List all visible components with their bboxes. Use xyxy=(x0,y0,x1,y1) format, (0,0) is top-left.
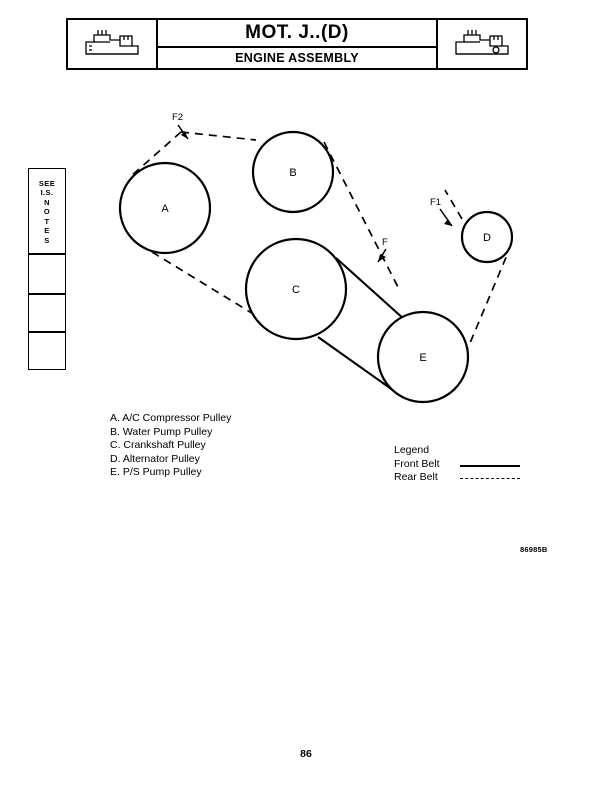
callout-f: F xyxy=(382,237,388,248)
side-tab-line-2: N xyxy=(44,197,50,207)
page-number: 86 xyxy=(300,748,312,760)
list-item: D. Alternator Pulley xyxy=(110,452,200,465)
page-header xyxy=(66,18,528,70)
legend-swatch-solid xyxy=(460,465,520,467)
legend-label-front-belt: Front Belt xyxy=(394,457,440,470)
callout-f1: F1 xyxy=(430,197,442,208)
pulley-label-b: B xyxy=(289,167,297,179)
engine-icon-right xyxy=(436,20,526,68)
side-tab-line-4: T xyxy=(44,216,50,226)
list-item: E. P/S Pump Pulley xyxy=(110,466,202,479)
legend-label-rear-belt: Rear Belt xyxy=(394,471,438,484)
belt-routing-diagram xyxy=(60,95,560,425)
pulley-label-d: D xyxy=(483,232,491,244)
header-center xyxy=(158,20,436,68)
pulley-key-list xyxy=(110,412,231,480)
side-tab-line-6: S xyxy=(44,235,50,245)
pulley-group xyxy=(120,132,512,402)
pulley-label-a: A xyxy=(161,203,169,215)
side-tab-line-0: SEE xyxy=(38,178,56,188)
list-item: C. Crankshaft Pulley xyxy=(110,439,206,452)
legend-title: Legend xyxy=(394,444,430,456)
side-tab-line-5: E xyxy=(44,226,50,236)
list-item: B. Water Pump Pulley xyxy=(110,425,213,438)
engine-icon xyxy=(80,26,144,62)
engine-icon xyxy=(450,26,514,62)
side-tab-line-3: O xyxy=(43,207,51,217)
legend xyxy=(394,444,524,485)
side-tab-line-1: I.S. xyxy=(40,188,54,198)
pulley-label-e: E xyxy=(419,352,427,364)
figure-code: 86985B xyxy=(520,545,548,554)
belt-routing-svg xyxy=(60,95,560,425)
callout-f2: F2 xyxy=(172,112,184,123)
page-subtitle: ENGINE ASSEMBLY xyxy=(235,51,359,65)
pulley-label-c: C xyxy=(292,284,300,296)
page-title: MOT. J..(D) xyxy=(158,20,436,48)
legend-entry-front-belt xyxy=(394,458,524,472)
engine-icon-left xyxy=(68,20,158,68)
legend-entry-rear-belt xyxy=(394,471,524,485)
legend-swatch-dashed xyxy=(460,478,520,479)
list-item: A. A/C Compressor Pulley xyxy=(110,412,232,424)
legend-title-row xyxy=(394,444,524,458)
